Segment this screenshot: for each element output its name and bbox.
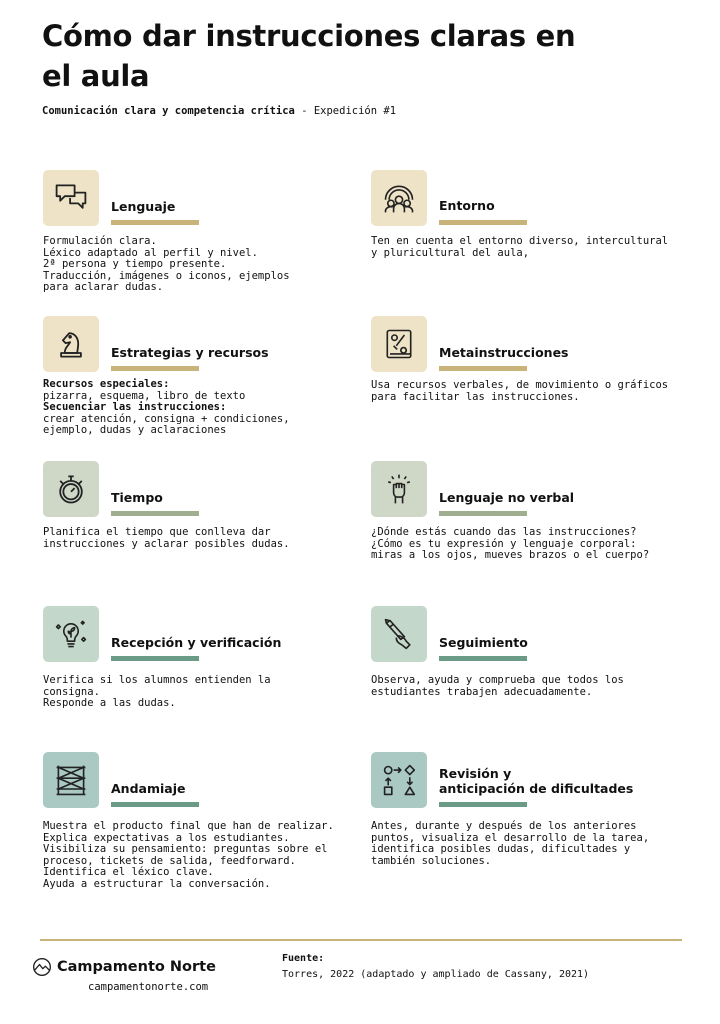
lightbulb-icon (53, 616, 89, 652)
brand-name: Campamento Norte (57, 959, 216, 975)
card-icon-box (371, 606, 427, 662)
card-underline (439, 511, 527, 516)
subtitle-rest: - Expedición #1 (294, 105, 397, 117)
card-body: Observa, ayuda y comprueba que todos los estudiantes trabajen adecuadamente. (371, 674, 624, 698)
card-underline (439, 366, 527, 371)
card-icon-box (371, 170, 427, 226)
card-body: ¿Dónde estás cuando das las instrucciones? ¿Cómo es tu expresión y lenguaje corporal: miras a los ojos, mueves brazos o el cuerpo? (371, 526, 650, 561)
card-body (43, 379, 363, 437)
page-title: Cómo dar instrucciones claras en el aula (42, 19, 576, 93)
chess-knight-icon (53, 326, 89, 362)
brand-logo (32, 957, 216, 977)
body-text-recursos: pizarra, esquema, libro de texto (43, 389, 246, 402)
card-underline (111, 802, 199, 807)
brand-url[interactable]: campamentonorte.com (88, 981, 209, 993)
raised-fist-icon (381, 471, 417, 507)
card-body: Usa recursos verbales, de movimiento o gráficos para facilitar las instrucciones. (371, 379, 669, 403)
card-icon-box (43, 461, 99, 517)
mountain-logo-icon (32, 957, 52, 977)
shapes-flow-icon (381, 762, 417, 798)
card-body: Antes, durante y después de los anteriores puntos, visualiza el desarrollo de la tarea, identifica posibles dudas, dificultades y también soluciones. (371, 820, 650, 867)
card-body: Formulación clara. Léxico adaptado al perfil y nivel. 2ª persona y tiempo presente. Traducción, imágenes o iconos, ejemplos para aclarar dudas. (43, 235, 290, 293)
card-icon-box (371, 752, 427, 808)
card-underline (111, 656, 199, 661)
card-icon-box (43, 606, 99, 662)
body-label-secuenciar: Secuenciar las instrucciones: (43, 401, 227, 413)
tools-book-icon (381, 326, 417, 362)
body-text-secuenciar: crear atención, consigna + condiciones, ejemplo, dudas y aclaraciones (43, 412, 290, 436)
card-icon-box (43, 170, 99, 226)
people-group-icon (381, 180, 417, 216)
card-heading: Andamiaje (111, 781, 186, 796)
footer-divider (40, 939, 682, 941)
chat-bubbles-icon (53, 180, 89, 216)
stopwatch-icon (53, 471, 89, 507)
card-icon-box (371, 461, 427, 517)
body-label-recursos: Recursos especiales: (43, 378, 170, 390)
source-label: Fuente: (282, 953, 325, 964)
card-body: Verifica si los alumnos entienden la consigna. Responde a las dudas. (43, 674, 271, 709)
card-icon-box (43, 752, 99, 808)
card-heading: Lenguaje no verbal (439, 490, 575, 505)
card-heading: Recepción y verificación (111, 635, 282, 650)
card-underline (111, 220, 199, 225)
hand-pencil-icon (381, 616, 417, 652)
card-body: Ten en cuenta el entorno diverso, intercultural y pluricultural del aula, (371, 235, 669, 259)
card-heading: Lenguaje (111, 199, 176, 214)
card-heading: Metainstrucciones (439, 345, 569, 360)
card-heading: Entorno (439, 198, 495, 213)
card-heading: Estrategias y recursos (111, 345, 269, 360)
card-underline (111, 511, 199, 516)
card-heading-line1: Revisión y (439, 766, 512, 781)
scaffold-icon (53, 762, 89, 798)
card-underline (111, 366, 199, 371)
card-heading: Seguimiento (439, 635, 528, 650)
card-icon-box (371, 316, 427, 372)
card-body: Muestra el producto final que han de realizar. Explica expectativas a los estudiantes. Visibiliza su pensamiento: preguntas sobre el proceso, tickets de salida, feedforward. Identifica el léxico clave. Ayuda a estructurar la conversación. (43, 820, 334, 890)
card-underline (439, 656, 527, 661)
subtitle-bold: Comunicación clara y competencia crítica (42, 105, 295, 117)
card-heading: Tiempo (111, 490, 163, 505)
source-text: Torres, 2022 (adaptado y ampliado de Cassany, 2021) (282, 969, 590, 980)
card-body: Planifica el tiempo que conlleva dar instrucciones y aclarar posibles dudas. (43, 526, 290, 550)
card-underline (439, 802, 527, 807)
card-heading-line2: anticipación de dificultades (439, 781, 634, 796)
card-underline (439, 220, 527, 225)
card-icon-box (43, 316, 99, 372)
page-subtitle (42, 105, 396, 117)
